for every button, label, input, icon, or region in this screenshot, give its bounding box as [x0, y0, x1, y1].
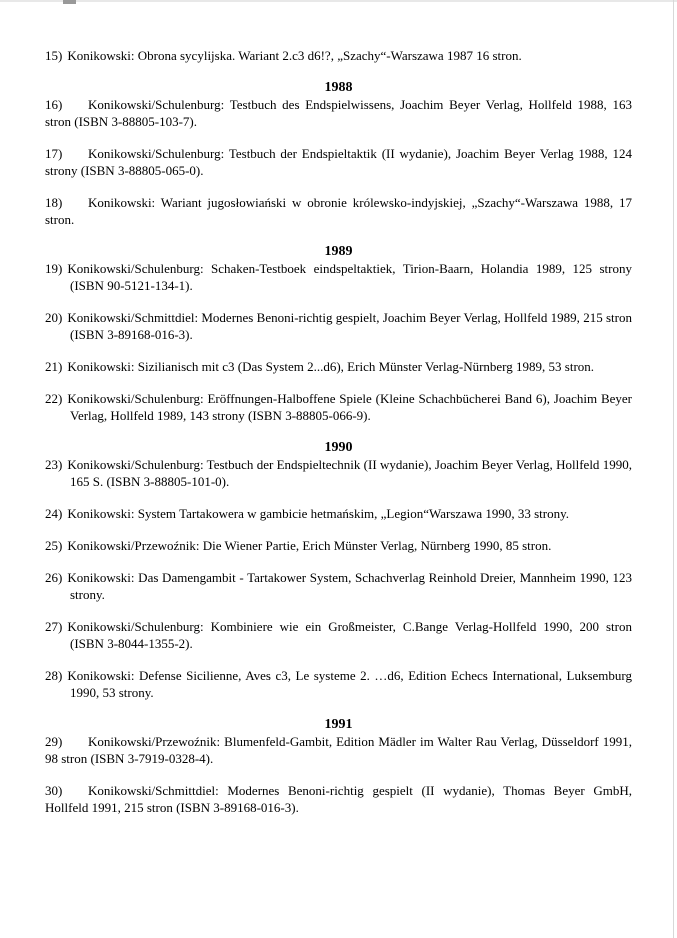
entry-text: Konikowski: Wariant jugosłowiański w obronie królewsko-indyjskiej, „Szachy“-Warszawa 1988, 17 stron. [45, 195, 632, 227]
page-right-edge [673, 0, 674, 938]
entry-number: 29) [45, 734, 63, 749]
bibliography [45, 47, 632, 831]
viewer-top-marker [63, 0, 76, 4]
entry-text: Konikowski/Schulenburg: Schaken-Testboek eindspeltaktiek, Tirion-Baarn, Holandia 1989, 125 strony (ISBN 90-5121-134-1). [67, 261, 632, 293]
entry-text: Konikowski: Das Damengambit - Tartakower System, Schachverlag Reinhold Dreier, Mannheim 1990, 123 strony. [67, 570, 632, 602]
bibliography-section [45, 243, 632, 424]
bibliography-entry [45, 733, 632, 767]
bibliography-entry [45, 782, 632, 816]
bibliography-entry [45, 194, 632, 228]
entry-text: Konikowski: Sizilianisch mit c3 (Das System 2...d6), Erich Münster Verlag-Nürnberg 1989, 53 stron. [67, 359, 595, 374]
bibliography-entry [45, 96, 632, 130]
entry-number: 21) [45, 359, 63, 374]
entry-text: Konikowski: Defense Sicilienne, Aves c3, Le systeme 2. …d6, Edition Echecs International, Luksemburg 1990, 53 strony. [67, 668, 632, 700]
bibliography-entry [45, 618, 632, 652]
bibliography-section [45, 716, 632, 816]
entry-number: 15) [45, 48, 63, 63]
bibliography-entry [45, 47, 632, 64]
entry-number: 30) [45, 783, 63, 798]
entry-text: Konikowski: System Tartakowera w gambicie hetmańskim, „Legion“Warszawa 1990, 33 strony. [67, 506, 570, 521]
bibliography-section [45, 79, 632, 228]
entry-number: 17) [45, 146, 63, 161]
entry-text: Konikowski/Schulenburg: Eröffnungen-Halboffene Spiele (Kleine Schachbücherei Band 6), Joachim Beyer Verlag, Hollfeld 1989, 143 strony (ISBN 3-88805-066-9). [67, 391, 632, 423]
entry-number: 24) [45, 506, 63, 521]
entry-number: 19) [45, 261, 63, 276]
bibliography-section [45, 47, 632, 64]
entry-number: 22) [45, 391, 63, 406]
bibliography-entry [45, 505, 632, 522]
entry-number: 16) [45, 97, 63, 112]
year-heading: 1988 [324, 80, 353, 95]
entry-text: Konikowski: Obrona sycylijska. Wariant 2.c3 d6!?, „Szachy“-Warszawa 1987 16 stron. [67, 48, 522, 63]
entry-text: Konikowski/Schmittdiel: Modernes Benoni-richtig gespielt, Joachim Beyer Verlag, Hollfeld 1989, 215 stron (ISBN 3-89168-016-3). [67, 310, 632, 342]
entry-number: 23) [45, 457, 63, 472]
entry-number: 28) [45, 668, 63, 683]
year-heading: 1990 [324, 440, 353, 455]
entry-number: 26) [45, 570, 63, 585]
entry-number: 20) [45, 310, 63, 325]
bibliography-entry [45, 309, 632, 343]
bibliography-entry [45, 358, 632, 375]
entry-text: Konikowski/Schulenburg: Kombiniere wie ein Großmeister, C.Bange Verlag-Hollfeld 1990, 200 stron (ISBN 3-8044-1355-2). [67, 619, 632, 651]
entry-number: 18) [45, 195, 63, 210]
entry-text: Konikowski/Przewoźnik: Blumenfeld-Gambit, Edition Mädler im Walter Rau Verlag, Düsseldorf 1991, 98 stron (ISBN 3-7919-0328-4). [45, 734, 632, 766]
entry-text: Konikowski/Schulenburg: Testbuch des Endspielwissens, Joachim Beyer Verlag, Hollfeld 1988, 163 stron (ISBN 3-88805-103-7). [45, 97, 632, 129]
entry-number: 27) [45, 619, 63, 634]
viewer-top-strip [0, 0, 677, 2]
bibliography-entry [45, 260, 632, 294]
bibliography-entry [45, 145, 632, 179]
bibliography-entry [45, 537, 632, 554]
year-heading: 1989 [324, 244, 353, 259]
entry-text: Konikowski/Schulenburg: Testbuch der Endspieltaktik (II wydanie), Joachim Beyer Verlag 1988, 124 strony (ISBN 3-88805-065-0). [45, 146, 632, 178]
bibliography-entry [45, 569, 632, 603]
entry-text: Konikowski/Przewoźnik: Die Wiener Partie, Erich Münster Verlag, Nürnberg 1990, 85 stron. [67, 538, 552, 553]
bibliography-entry [45, 456, 632, 490]
bibliography-section [45, 439, 632, 701]
bibliography-entry [45, 390, 632, 424]
bibliography-entry [45, 667, 632, 701]
year-heading: 1991 [324, 717, 353, 732]
entry-number: 25) [45, 538, 63, 553]
entry-text: Konikowski/Schulenburg: Testbuch der Endspieltechnik (II wydanie), Joachim Beyer Verlag, Hollfeld 1990, 165 S. (ISBN 3-88805-101-0). [67, 457, 632, 489]
entry-text: Konikowski/Schmittdiel: Modernes Benoni-richtig gespielt (II wydanie), Thomas Beyer GmbH, Hollfeld 1991, 215 stron (ISBN 3-89168-016-3). [45, 783, 632, 815]
